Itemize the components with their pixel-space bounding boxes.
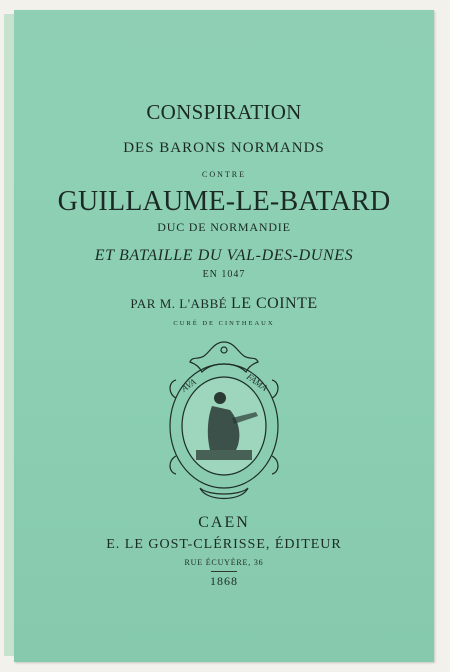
publisher-vignette <box>162 338 286 506</box>
title-line-3: CONTRE <box>202 170 246 179</box>
vignette-motto-left: AVA <box>179 376 198 394</box>
title-line-5: DUC DE NORMANDIE <box>157 220 291 234</box>
title-line-4: GUILLAUME-LE-BATARD <box>57 186 391 217</box>
author-prefix: PAR M. L'ABBÉ <box>130 296 228 311</box>
publication-year: 1868 <box>210 574 238 588</box>
author-name: LE COINTE <box>230 295 318 312</box>
title-line-2: DES BARONS NORMANDS <box>123 140 325 156</box>
publisher-address: RUE ÉCUYÈRE, 36 <box>184 558 264 567</box>
title-line-1: CONSPIRATION <box>146 100 302 124</box>
book-cover <box>14 10 434 662</box>
title-line-7: EN 1047 <box>202 269 246 280</box>
year-rule <box>211 571 237 572</box>
title-line-6: ET BATAILLE DU VAL-DES-DUNES <box>94 247 354 264</box>
publisher-name: E. LE GOST-CLÉRISSE, ÉDITEUR <box>106 537 342 552</box>
author-line <box>14 295 434 313</box>
publisher-city: CAEN <box>198 514 250 531</box>
author-role: CURÉ DE CINTHEAUX <box>173 320 275 327</box>
vignette-motto-right: FAMA <box>244 371 270 393</box>
